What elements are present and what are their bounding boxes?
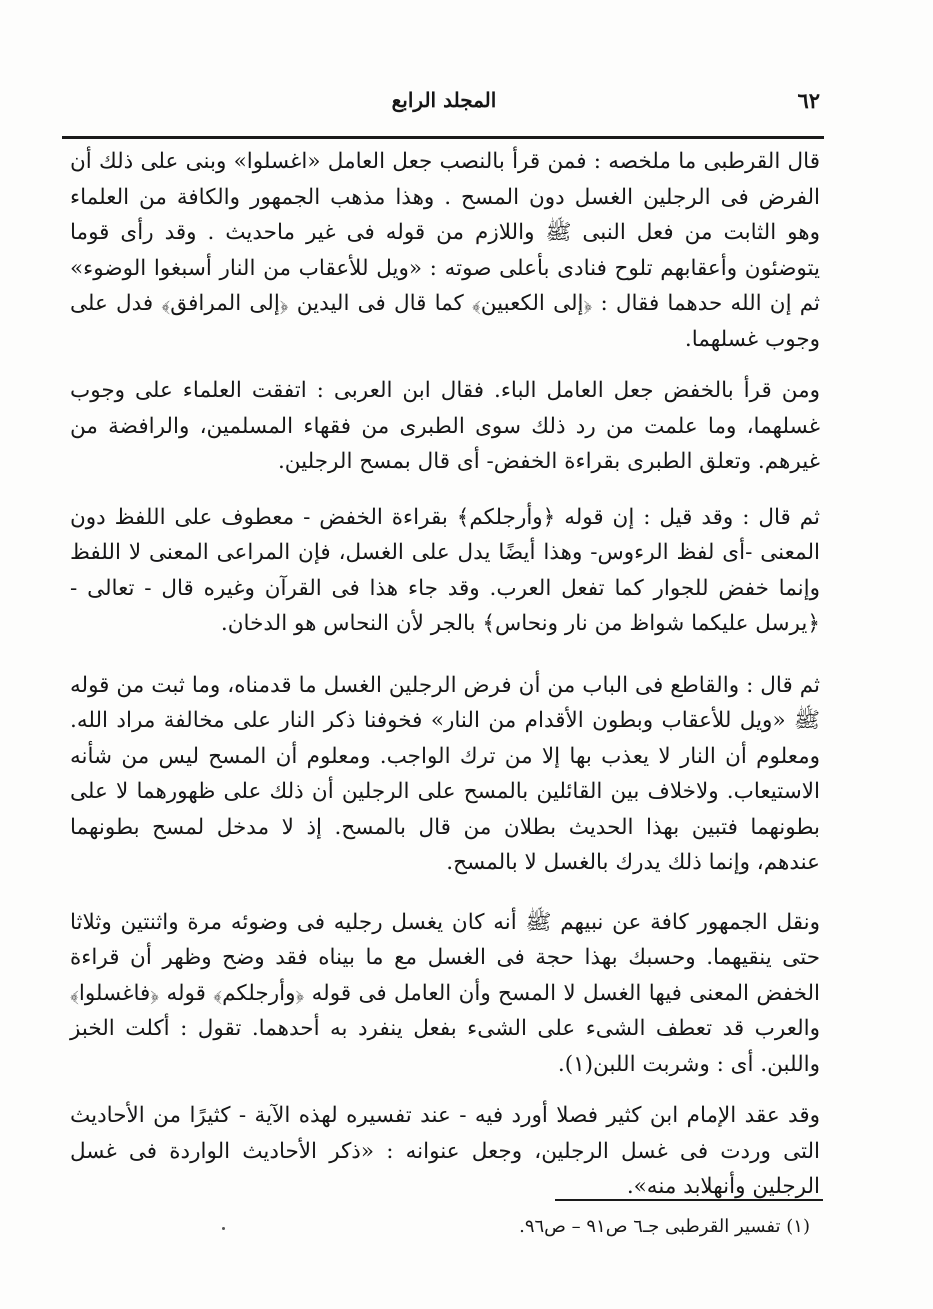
footnote: (١) تفسير القرطبى جـ٦ ص٩١ – ص٩٦. — [519, 1216, 810, 1237]
body-text — [70, 144, 820, 1205]
page-number: ٦٢ — [797, 88, 820, 113]
paragraph-3: ثم قال : وقد قيل : إن قوله ﴿وأرجلكم﴾ بقراءة الخفض - معطوف على اللفظ دون المعنى -أى لفظ الرءوس- وهذا أيضًا يدل على الغسل، فإن المراعى المعنى لا اللفظ وإنما خفض للجوار كما تفعل العرب. وقد جاء هذا فى القرآن وغيره قال - تعالى - ﴿يرسل عليكما شواظ من نار ونحاس﴾ بالجر لأن النحاس هو الدخان. — [70, 504, 820, 636]
paragraph-4: ثم قال : والقاطع فى الباب من أن فرض الرجلين الغسل ما قدمناه، وما ثبت من قوله ﷺ «ويل للأعقاب وبطون الأقدام من النار» فخوفنا ذكر النار على مخالفة مراد الله. ومعلوم أن النار لا يعذب بها إلا من ترك الواجب. ومعلوم أن المسح ليس من شأنه الاستيعاب. ولاخلاف بين القائلين بالمسح على الرجلين أن ذلك على ظهورهما لا على بطونهما فتبين بهذا الحديث بطلان من قال بالمسح. إذ لا مدخل لمسح بطونهما عندهم، وإنما ذلك يدرك بالغسل لا بالمسح. — [70, 672, 820, 875]
scan-speck — [222, 1227, 225, 1230]
footnote-rule — [555, 1199, 823, 1201]
header-rule — [62, 136, 824, 139]
paragraph-1: قال القرطبى ما ملخصه : فمن قرأ بالنصب جعل العامل «اغسلوا» وبنى على ذلك أن الفرض فى الرجلين الغسل دون المسح . وهذا مذهب الجمهور والكافة من العلماء وهو الثابت من فعل النبى ﷺ واللازم من قوله فى غير ماحديث . وقد رأى قوما يتوضئون وأعقابهم تلوح فنادى بأعلى صوته : «ويل للأعقاب من النار أسبغوا الوضوء» ثم إن الله حدهما فقال : ﴿إلى الكعبين﴾ كما قال فى اليدين ﴿إلى المرافق﴾ فدل على وجوب غسلهما. — [70, 149, 820, 352]
paragraph-2: ومن قرأ بالخفض جعل العامل الباء. فقال ابن العربى : اتفقت العلماء على وجوب غسلهما، وما علمت من رد ذلك سوى الطبرى من فقهاء المسلمين، والرافضة من غيرهم. وتعلق الطبرى بقراءة الخفض- أى قال بمسح الرجلين. — [70, 378, 820, 474]
paragraph-5: ونقل الجمهور كافة عن نبيهم ﷺ أنه كان يغسل رجليه فى وضوئه مرة واثنتين وثلاثا حتى ينقيهما. وحسبك بهذا حجة فى الغسل مع ما بيناه فقد وضح وظهر أن قراءة الخفض المعنى فيها الغسل لا المسح وأن العامل فى قوله ﴿وأرجلكم﴾ قوله ﴿فاغسلوا﴾ والعرب قد تعطف الشىء على الشىء بفعل ينفرد به أحدهما. تقول : أكلت الخبز واللبن. أى : وشربت اللبن(١). — [70, 909, 820, 1077]
page-header — [64, 84, 824, 134]
paragraph-6: وقد عقد الإمام ابن كثير فصلا أورد فيه - عند تفسيره لهذه الآية - كثيرًا من الأحاديث التى وردت فى غسل الرجلين، وجعل عنوانه : «ذكر الأحاديث الواردة فى غسل الرجلين وأنهلابد منه». — [70, 1103, 820, 1199]
running-title: المجلد الرابع — [391, 88, 497, 112]
